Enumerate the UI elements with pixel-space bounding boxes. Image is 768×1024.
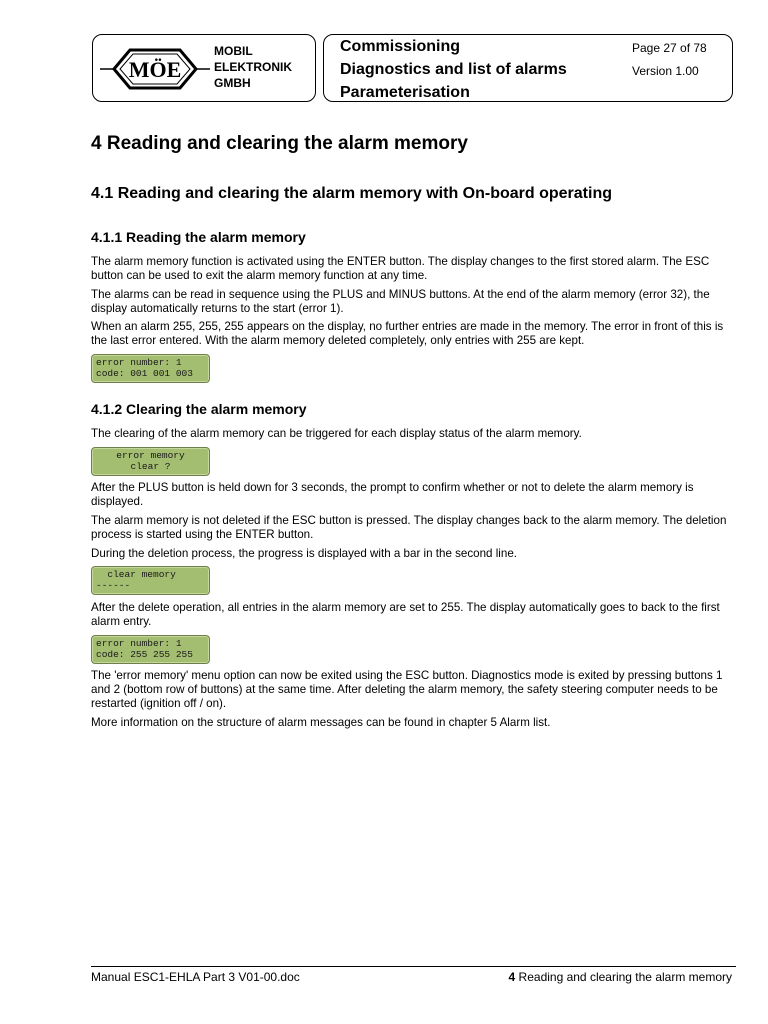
lcd-line: code: 255 255 255	[96, 649, 193, 660]
document-meta	[632, 37, 707, 83]
lcd-line: ------	[96, 580, 131, 591]
page-number: Page 27 of 78	[632, 41, 707, 55]
paragraph: More information on the structure of alarm messages can be found in chapter 5 Alarm list.	[91, 716, 551, 729]
paragraph: The 'error memory' menu option can now be exited using the ESC button. Diagnostics mode is exited by pressing buttons 1 and 2 (bottom row of buttons) at the same time. After deleting the alarm memory, the safety steering computer needs to be restarted (ignition off / on).	[91, 669, 723, 710]
subsection-heading-clear: 4.1.2 Clearing the alarm memory	[91, 401, 307, 417]
footer-rule	[91, 966, 736, 967]
company-name: MOBIL ELEKTRONIK GMBH	[214, 44, 292, 90]
lcd-line: clear ?	[130, 461, 171, 472]
lcd-display	[91, 354, 210, 383]
lcd-display	[91, 447, 210, 476]
paragraph: During the deletion process, the progress is displayed with a bar in the second line.	[91, 547, 517, 560]
lcd-line: error number: 1	[96, 638, 182, 649]
paragraph: The alarms can be read in sequence using the PLUS and MINUS buttons. At the end of the alarm memory (error 32), the display automatically returns to the start (error 1).	[91, 288, 710, 315]
paragraph: The alarm memory function is activated using the ENTER button. The display changes to the first stored alarm. The ESC button can be used to exit the alarm memory function at any time.	[91, 255, 710, 282]
lcd-display	[91, 566, 210, 595]
paragraph: The clearing of the alarm memory can be triggered for each display status of the alarm memory.	[91, 427, 582, 440]
lcd-line: code: 001 001 003	[96, 368, 193, 379]
paragraph: When an alarm 255, 255, 255 appears on the display, no further entries are made in the memory. The error in front of this is the last error entered. With the alarm memory deleted completely, only entries with 255 are kept.	[91, 320, 724, 347]
lcd-line: error number: 1	[96, 357, 182, 368]
paragraph: The alarm memory is not deleted if the ESC button is pressed. The display changes back to the alarm memory. The deletion process is started using the ENTER button.	[91, 514, 727, 541]
version: Version 1.00	[632, 64, 699, 78]
subsection-heading-read: 4.1.1 Reading the alarm memory	[91, 229, 306, 245]
chapter-heading: 4 Reading and clearing the alarm memory	[91, 133, 468, 154]
lcd-line: error memory	[116, 450, 185, 461]
section-heading: 4.1 Reading and clearing the alarm memory with On-board operating	[91, 185, 612, 202]
company-logo	[100, 44, 210, 94]
lcd-line: clear memory	[96, 569, 176, 580]
paragraph: After the delete operation, all entries in the alarm memory are set to 255. The display automatically goes to back to the first alarm entry.	[91, 601, 720, 628]
footer-document-name: Manual ESC1-EHLA Part 3 V01-00.doc	[91, 970, 300, 984]
lcd-display	[91, 635, 210, 664]
paragraph: After the PLUS button is held down for 3 seconds, the prompt to confirm whether or not to delete the alarm memory is displayed.	[91, 481, 694, 508]
footer-chapter: 4 Reading and clearing the alarm memory	[508, 970, 732, 984]
svg-text:MÖE: MÖE	[128, 57, 182, 82]
document-titles: Commissioning Diagnostics and list of alarms Parameterisation	[340, 38, 567, 101]
